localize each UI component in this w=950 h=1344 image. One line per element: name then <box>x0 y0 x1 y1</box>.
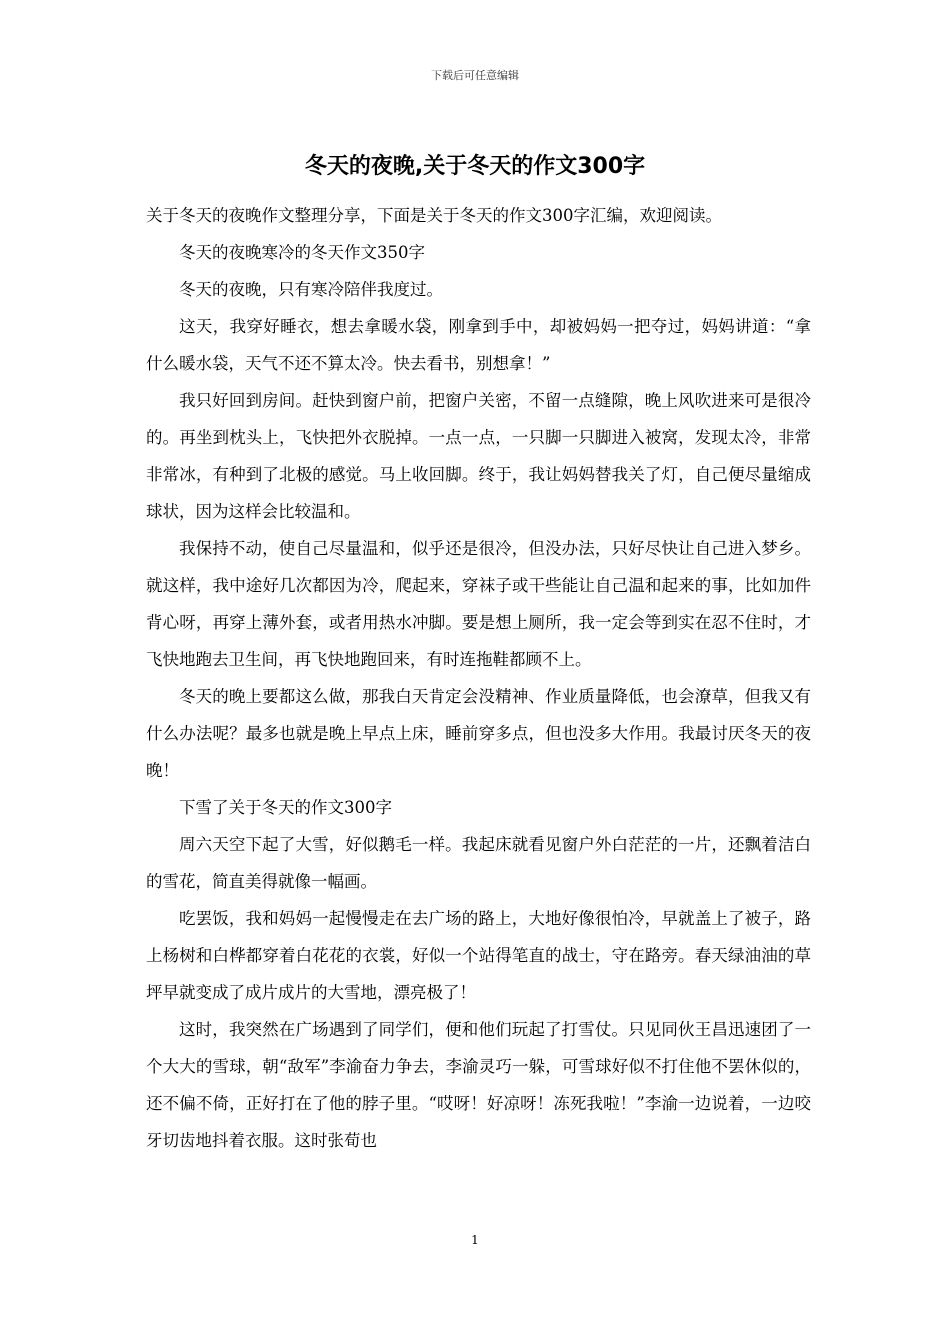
section-heading-1: 冬天的夜晚寒冷的冬天作文350字 <box>179 243 425 262</box>
page-number: 1 <box>471 1233 479 1247</box>
body-paragraph: 这时，我突然在广场遇到了同学们，便和他们玩起了打雪仗。只见同伙王昌迅速团了一个大大的雪球，朝“敌军”李渝奋力争去，李渝灵巧一躲，可雪球好似不打住他不罢休似的，还不偏不倚，正好打在了他的脖子里。“哎呀！好凉呀！冻死我啦！”李渝一边说着，一边咬牙切齿地抖着衣服。这时张荀也 <box>146 1020 811 1150</box>
header-note: 下载后可任意编辑 <box>431 69 519 82</box>
body-paragraph: 我保持不动，使自己尽量温和，似乎还是很冷，但没办法，只好尽快让自己进入梦乡。就这样，我中途好几次都因为冷，爬起来，穿袜子或干些能让自己温和起来的事，比如加件背心呀，再穿上薄外套，或者用热水冲脚。要是想上厕所，我一定会等到实在忍不住时，才飞快地跑去卫生间，再飞快地跑回来，有时连拖鞋都顾不上。 <box>146 539 811 669</box>
body-paragraph: 这天，我穿好睡衣，想去拿暖水袋，刚拿到手中，却被妈妈一把夺过，妈妈讲道：“拿什么暖水袋，天气不还不算太冷。快去看书，别想拿！” <box>146 317 811 373</box>
body-paragraph: 周六天空下起了大雪，好似鹅毛一样。我起床就看见窗户外白茫茫的一片，还飘着洁白的雪花，简直美得就像一幅画。 <box>146 835 811 891</box>
body-paragraph: 冬天的晚上要都这么做，那我白天肯定会没精神、作业质量降低，也会潦草，但我又有什么办法呢？最多也就是晚上早点上床，睡前穿多点，但也没多大作用。我最讨厌冬天的夜晚！ <box>146 687 811 780</box>
document-body <box>146 197 811 1159</box>
intro-paragraph: 关于冬天的夜晚作文整理分享，下面是关于冬天的作文300字汇编，欢迎阅读。 <box>146 206 722 225</box>
page-title: 冬天的夜晚,关于冬天的作文300字 <box>304 154 646 179</box>
body-paragraph: 我只好回到房间。赶快到窗户前，把窗户关密，不留一点缝隙，晚上风吹进来可是很冷的。再坐到枕头上，飞快把外衣脱掉。一点一点，一只脚一只脚进入被窝，发现太冷，非常非常冰，有种到了北极的感觉。马上收回脚。终于，我让妈妈替我关了灯，自己便尽量缩成球状，因为这样会比较温和。 <box>146 391 811 521</box>
section-heading-2: 下雪了关于冬天的作文300字 <box>179 798 392 817</box>
body-paragraph: 冬天的夜晚，只有寒冷陪伴我度过。 <box>179 280 443 299</box>
body-paragraph: 吃罢饭，我和妈妈一起慢慢走在去广场的路上，大地好像很怕冷，早就盖上了被子，路上杨树和白桦都穿着白花花的衣裳，好似一个站得笔直的战士，守在路旁。春天绿油油的草坪早就变成了成片成片的大雪地，漂亮极了！ <box>146 909 811 1002</box>
